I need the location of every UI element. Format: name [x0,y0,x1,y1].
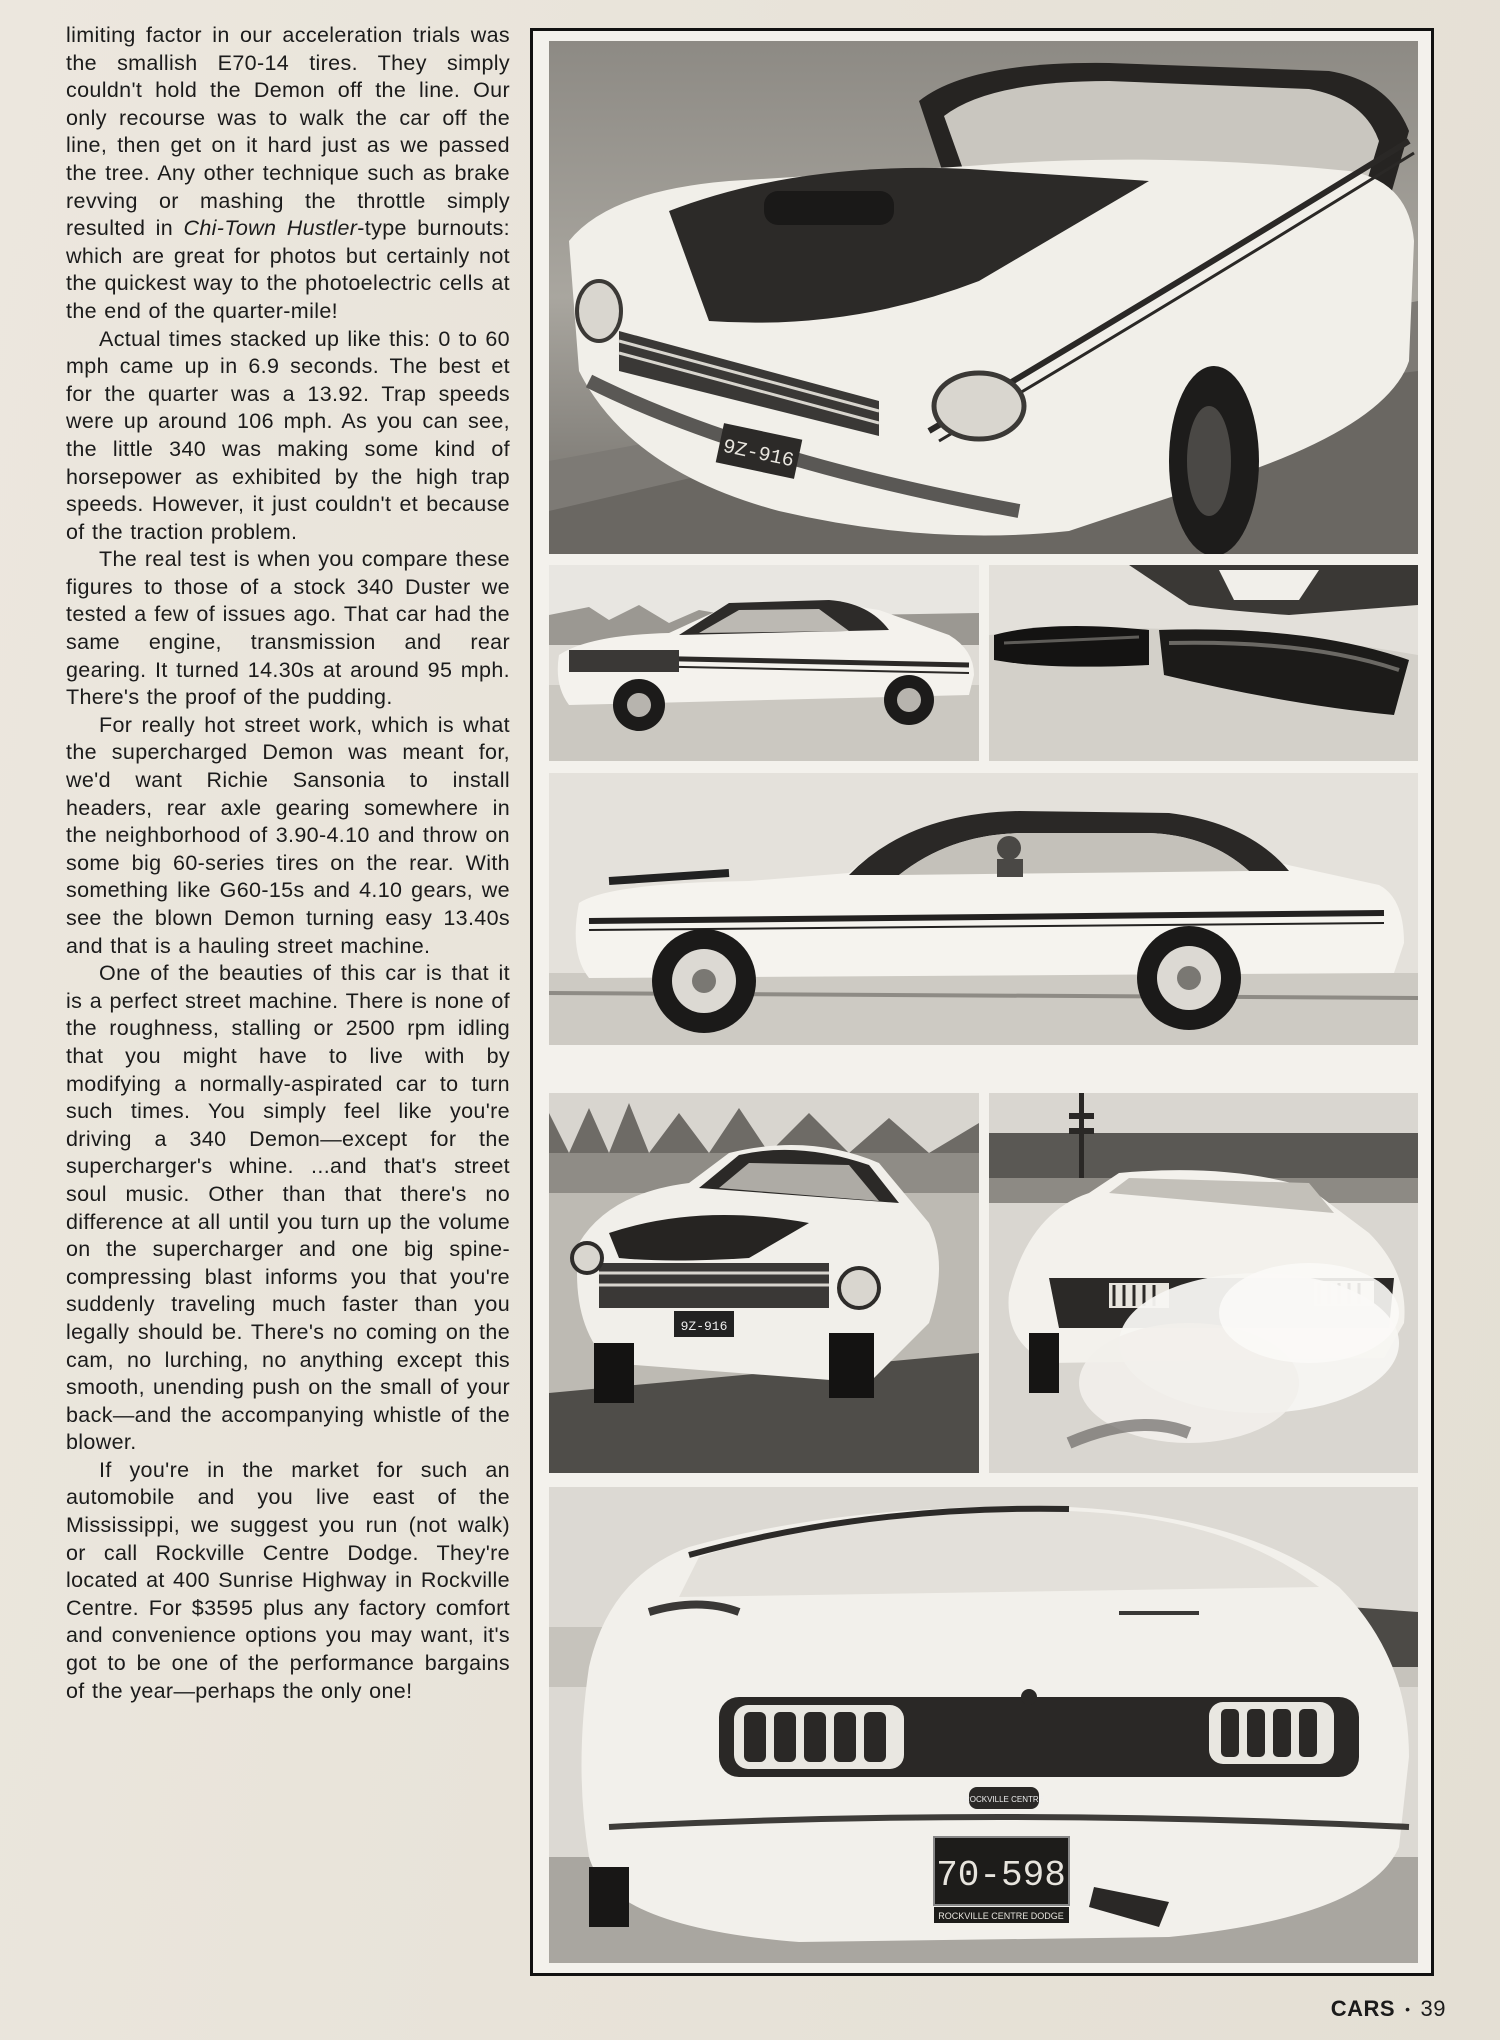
page-number: 39 [1420,1996,1446,2021]
photo-collage-frame [530,28,1434,1976]
photo-rear-view-plate [549,1487,1418,1963]
photo-side-profile-small [549,565,979,761]
photo-5-license-plate: 9Z-916 [680,1319,728,1334]
paragraph-1-start: limiting factor in our acceleration trials was the smallish E70-14 tires. They simply couldn't hold the Demon off the line. Our only recourse was to walk the car off the line, then get on it hard just as we passed the tree. Any other technique such as brake revving or mashing the throttle simply resulted in [66,23,510,241]
demon-side-small-image [549,565,979,761]
article-text-column [66,22,510,1705]
demon-burnout-image [989,1093,1418,1473]
article-paragraph-2: Actual times stacked up like this: 0 to 60 mph came up in 6.9 seconds. The best et for the quarter was a 13.92. Trap speeds were up around 106 mph. As you can see, the little 340 was making some kind of horsepower as exhibited by the high trap speeds. However, it just couldn't et because of the traction problem. [66,326,510,544]
article-paragraph-1 [66,22,510,326]
demon-rear-image [549,1487,1418,1963]
photo-hood-scoop-closeup [989,565,1418,761]
footer-bullet: • [1405,2001,1411,2017]
photo-7-license-plate: 70-598 [936,1855,1066,1896]
article-paragraph-4: For really hot street work, which is what the supercharged Demon was meant for, we'd want Richie Sansonia to install headers, rear axle gearing somewhere in the neighborhood of 3.90-4.10 and throw on some big 60-series tires on the rear. With something like G60-15s and 4.10 gears, we see the blown Demon turning easy 13.40s and that is a hauling street machine. [66,712,510,958]
article-paragraph-3: The real test is when you compare these figures to those of a stock 340 Duster we tested a few of issues ago. That car had the same engine, transmission and rear gearing. It turned 14.30s at around 95 mph. There's the proof of the pudding. [66,547,510,710]
chi-town-hustler-italic: Chi-Town Hustler [183,216,358,241]
page-footer [1331,1996,1446,2022]
demon-side-large-image [549,773,1418,1045]
photo-front-three-quarter [549,41,1418,554]
demon-launch-image [549,1093,979,1473]
paragraph-1-end: -type burnouts: which are great for photos but certainly not the quickest way to the photoelectric cells at the end of the quarter-mile! [66,216,510,323]
photo-side-profile-driver [549,773,1418,1045]
article-paragraph-6: If you're in the market for such an automobile and you live east of the Mississippi, we suggest you run (not walk) or call Rockville Centre Dodge. They're located at 400 Sunrise Highway in Rockville Centre. For $3595 plus any factory comfort and convenience options you may want, it's got to be one of the performance bargains of the year—perhaps the only one! [66,1457,510,1703]
photo-7-dealer-badge: ROCKVILLE CENTRE [963,1795,1045,1804]
photo-1-license-plate: 9Z-916 [720,435,796,474]
hood-scoop-image [989,565,1418,761]
article-paragraph-5: One of the beauties of this car is that it is a perfect street machine. There is none of the roughness, stalling or 2500 rpm idling that you might have to live with by modifying a normally-aspirated car to turn such times. You simply feel like you're driving a 340 Demon—except for the supercharger's whine. ...and that's street soul music. Other than that there's no difference at all until you turn up the volume on the supercharger and one big spine-compressing blast informs you that you're suddenly traveling much faster than you legally should be. There's no coming on the cam, no lurching, no anything except this smooth, unending push on the small of your back—and the accompanying whistle of the blower. [66,961,510,1455]
demon-front-photo-image [549,41,1418,554]
photo-burnout-rear-view [989,1093,1418,1473]
photo-7-dealer-plate-frame: ROCKVILLE CENTRE DODGE [938,1911,1064,1921]
photo-launch-front-view [549,1093,979,1473]
magazine-brand: CARS [1330,1996,1396,2021]
